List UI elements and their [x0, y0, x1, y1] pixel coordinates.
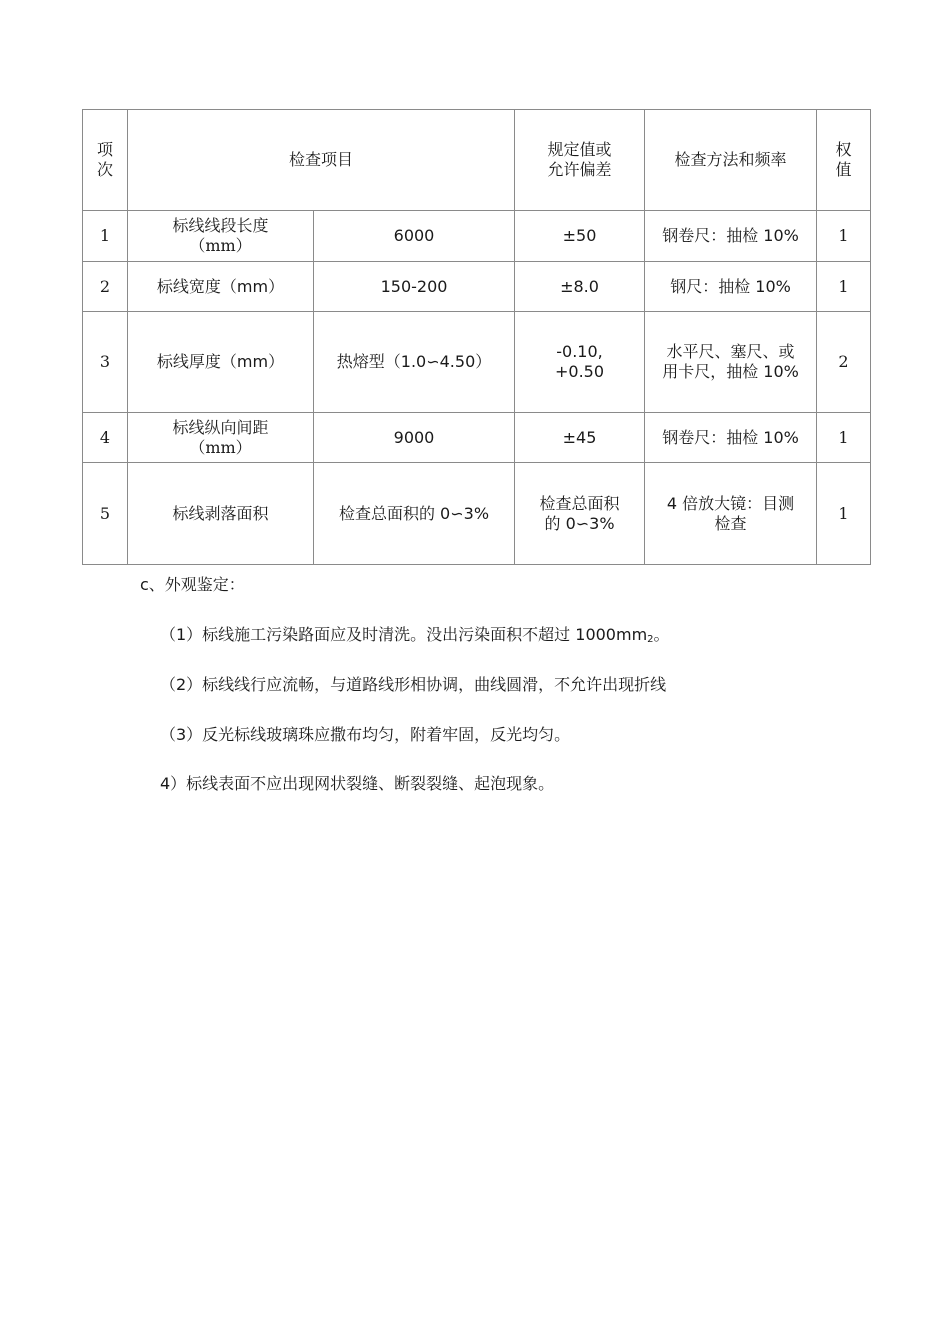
row-item: 标线宽度（mm）: [128, 262, 314, 312]
row-weight: 2: [817, 312, 871, 413]
header-inspection-item: 检查项目: [128, 110, 515, 211]
table-row: [83, 413, 871, 463]
row-item: 标线纵向间距 （mm）: [128, 413, 314, 463]
row-tolerance: 检查总面积 的 0∽3%: [515, 463, 645, 565]
table-row: [83, 312, 871, 413]
row-tolerance: -0.10, +0.50: [515, 312, 645, 413]
row-tolerance: ±8.0: [515, 262, 645, 312]
note-item-1: （1）标线施工污染路面应及时清洗。没出污染面积不超过 $1000mm_2$。: [160, 625, 670, 645]
table-row: [83, 262, 871, 312]
table-row: [83, 211, 871, 262]
row-number: 3: [83, 312, 128, 413]
row-tolerance: ±50: [515, 211, 645, 262]
row-number: 4: [83, 413, 128, 463]
row-tolerance: ±45: [515, 413, 645, 463]
row-method: 钢卷尺：抽检 10%: [645, 413, 817, 463]
row-method: 水平尺、塞尺、或 用卡尺，抽检 10%: [645, 312, 817, 413]
note-item-2: （2）标线线行应流畅，与道路线形相协调，曲线圆滑，不允许出现折线: [160, 675, 667, 694]
row-method: 钢尺：抽检 10%: [645, 262, 817, 312]
row-spec: 6000: [314, 211, 515, 262]
row-method: 钢卷尺：抽检 10%: [645, 211, 817, 262]
row-weight: 1: [817, 463, 871, 565]
row-spec: 150-200: [314, 262, 515, 312]
header-weight: 权 值: [817, 110, 871, 211]
inspection-table: [82, 109, 871, 565]
notes-heading: c、外观鉴定：: [140, 575, 245, 594]
table-header-row: [83, 110, 871, 211]
row-number: 5: [83, 463, 128, 565]
row-weight: 1: [817, 211, 871, 262]
row-item: 标线剥落面积: [128, 463, 314, 565]
header-method: 检查方法和频率: [645, 110, 817, 211]
row-weight: 1: [817, 413, 871, 463]
row-item: 标线线段长度 （mm）: [128, 211, 314, 262]
row-number: 2: [83, 262, 128, 312]
row-item: 标线厚度（mm）: [128, 312, 314, 413]
note-item-3: （3）反光标线玻璃珠应撒布均匀，附着牢固，反光均匀。: [160, 725, 571, 744]
note-item-4: 4）标线表面不应出现网状裂缝、断裂裂缝、起泡现象。: [160, 774, 555, 793]
table-row: [83, 463, 871, 565]
row-weight: 1: [817, 262, 871, 312]
row-method: 4 倍放大镜：目测 检查: [645, 463, 817, 565]
header-item-number: 项 次: [83, 110, 128, 211]
row-number: 1: [83, 211, 128, 262]
row-spec: 热熔型（1.0∽4.50）: [314, 312, 515, 413]
row-spec: 9000: [314, 413, 515, 463]
row-spec: 检查总面积的 0∽3%: [314, 463, 515, 565]
header-tolerance: 规定值或 允许偏差: [515, 110, 645, 211]
